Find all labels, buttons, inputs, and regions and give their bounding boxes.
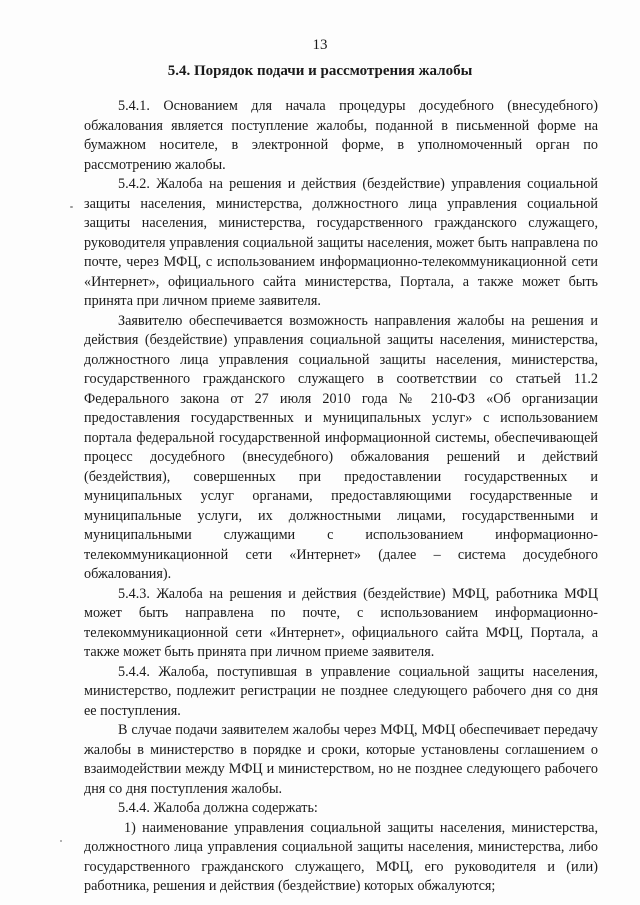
paragraph-5-4-4-registration: 5.4.4. Жалоба, поступившая в управление социальной защиты населения, министерство, подлежит регистрации не позднее следующего рабочего дня со дня ее поступления. xyxy=(84,663,598,719)
scan-artifact-mark xyxy=(60,840,62,842)
document-body xyxy=(84,97,598,897)
paragraph-mfc-transfer: В случае подачи заявителем жалобы через МФЦ, МФЦ обеспечивает передачу жалобы в министерство в порядке и сроки, которые установлены соглашением о взаимодействии между МФЦ и министерством, но не позднее следующего рабочего дня со дня поступления жалобы. xyxy=(84,722,598,797)
page-number: 13 xyxy=(312,37,328,53)
scan-artifact-mark xyxy=(70,206,73,208)
paragraph-applicant-rights: Заявителю обеспечивается возможность направления жалобы на решения и действия (бездействие) управления социальной защиты населения, министерства, должностного лица управления социальной защиты населения, министерства, государственного гражданского служащего в соответствии со статьей 11.2 Федерального закона от 27 июля 2010 года № 210-ФЗ «Об организации предоставления государственных и муниципальных услуг» с использованием портала федеральной государственной информационной системы, обеспечивающей процесс досудебного (внесудебного) обжалования решений и действий (бездействия), совершенных при предоставлении государственных и муниципальных услуг органами, предоставляющими государственные и муниципальные услуги, их должностными лицами, государственными и муниципальными служащими с использованием информационно-телекоммуникационной сети «Интернет» (далее – система досудебного обжалования). xyxy=(84,312,598,582)
paragraph-5-4-1: 5.4.1. Основанием для начала процедуры досудебного (внесудебного) обжалования является поступление жалобы, поданной в письменной форме на бумажном носителе, в электронной форме, в уполномоченный орган по рассмотрению жалобы. xyxy=(84,98,598,173)
list-item-1: 1) наименование управления социальной защиты населения, министерства, должностного лица управления социальной защиты населения, министерства, либо государственного гражданского служащего, МФЦ, его руководителя и (или) работника, решения и действия (бездействие) которых обжалуются; xyxy=(84,819,598,894)
paragraph-5-4-3: 5.4.3. Жалоба на решения и действия (бездействие) МФЦ, работника МФЦ может быть направлена по почте, с использованием информационно-телекоммуникационной сети «Интернет», официального сайта МФЦ, Портала, а также может быть принята при личном приеме заявителя. xyxy=(84,585,598,660)
paragraph-5-4-4-contents: 5.4.4. Жалоба должна содержать: xyxy=(118,800,318,816)
section-heading: 5.4. Порядок подачи и рассмотрения жалобы xyxy=(167,63,473,79)
paragraph-5-4-2: 5.4.2. Жалоба на решения и действия (бездействие) управления социальной защиты населения, министерства, должностного лица управления социальной защиты населения, министерства, государственного гражданского служащего, руководителя управления социальной защиты населения, может быть направлена по почте, через МФЦ, с использованием информационно-телекоммуникационной сети «Интернет», официального сайта министерства, Портала, а также может быть принята при личном приеме заявителя. xyxy=(84,176,598,309)
